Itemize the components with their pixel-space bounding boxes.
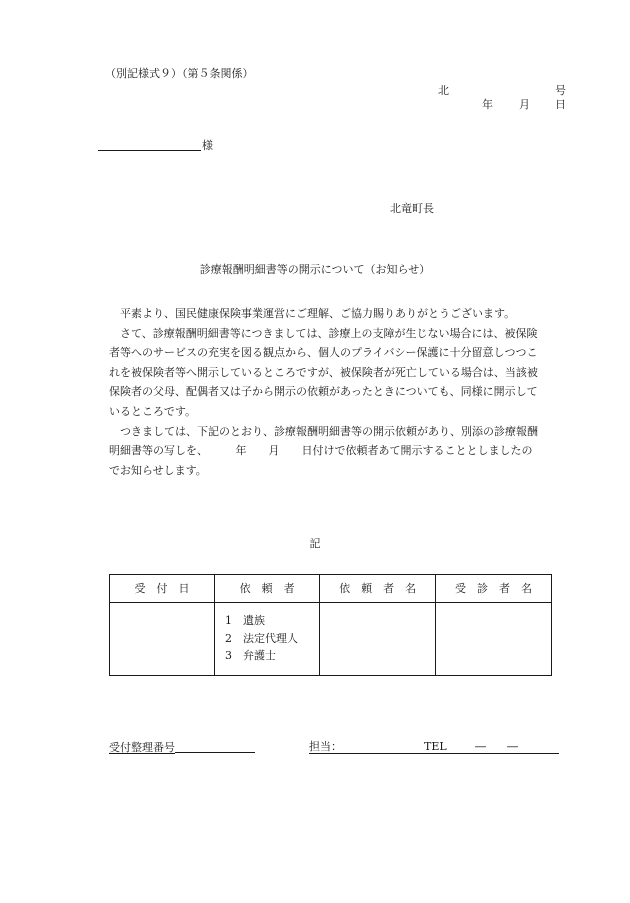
tel-dash: ―	[507, 740, 518, 753]
body-line: さて、診療報酬明細書等につきましては、診療上の支障が生じない場合には、被保険	[120, 326, 538, 340]
body-line: 平素より、国民健康保険事業運営にご理解、ご協力賜りありがとうございます。	[120, 307, 516, 320]
requester-options	[215, 603, 319, 665]
addressee-honorific: 様	[202, 139, 213, 152]
tel-label: TEL	[424, 740, 447, 753]
sender-name: 北竜町長	[390, 202, 434, 215]
tel-dash: ―	[475, 740, 486, 753]
body-line: 保険者の父母、配偶者又は子から開示の依頼があったときについても、同様に開示して	[109, 385, 538, 399]
receipt-number-field	[109, 741, 255, 753]
document-number-suffix: 号	[555, 84, 566, 97]
request-table	[109, 574, 552, 676]
requester-option-bereaved: 1 遺族	[225, 614, 266, 627]
requester-option-legal-rep: 2 法定代理人	[225, 631, 299, 645]
body-line: れを被保険者等へ開示しているところですが、被保険者が死亡している場合は、当該被	[109, 365, 538, 379]
cell-requester	[215, 603, 320, 676]
receipt-number-blank	[175, 741, 255, 753]
addressee	[98, 138, 213, 151]
header-reception-date: 受 付 日	[110, 575, 215, 603]
body-paragraph-1	[109, 304, 569, 324]
cell-patient-name	[436, 603, 552, 676]
document-number-prefix: 北	[438, 84, 449, 97]
body-line: でお知らせします。	[109, 463, 207, 477]
ki-heading: 記	[309, 537, 321, 550]
table-header-row	[110, 575, 552, 603]
body-text	[109, 304, 569, 480]
body-line: いるところです。	[109, 404, 197, 418]
body-paragraph-2	[109, 324, 569, 422]
body-line: 明細書等の写しを、 年 月 日付けで依頼者あて開示することとしましたの	[109, 444, 533, 458]
form-reference: （別記様式９）（第５条関係）	[105, 67, 254, 80]
body-line: つきましては、下記のとおり、診療報酬明細書等の開示依頼があり、別添の診療報酬	[120, 424, 538, 438]
cell-requester-name	[320, 603, 436, 676]
table-row	[110, 603, 552, 676]
addressee-blank-line	[98, 138, 201, 151]
header-patient-name: 受 診 者 名	[436, 575, 552, 603]
body-paragraph-3	[109, 422, 569, 481]
staff-label: 担当：	[309, 740, 342, 753]
date-day-label: 日	[555, 98, 566, 111]
requester-option-lawyer: 3 弁護士	[225, 649, 277, 662]
body-line: 者等へのサービスの充実を図る観点から、個人のプライバシー保護に十分留意しつつこ	[109, 346, 538, 360]
header-requester-name: 依 頼 者 名	[320, 575, 436, 603]
staff-contact-field	[309, 741, 559, 754]
document-subject: 診療報酬明細書等の開示について（お知らせ）	[199, 263, 431, 276]
receipt-number-label: 受付整理番号	[109, 741, 175, 754]
date-month-label: 月	[519, 98, 530, 111]
header-requester: 依 頼 者	[215, 575, 320, 603]
cell-reception-date	[110, 603, 215, 676]
date-year-label: 年	[482, 98, 493, 111]
